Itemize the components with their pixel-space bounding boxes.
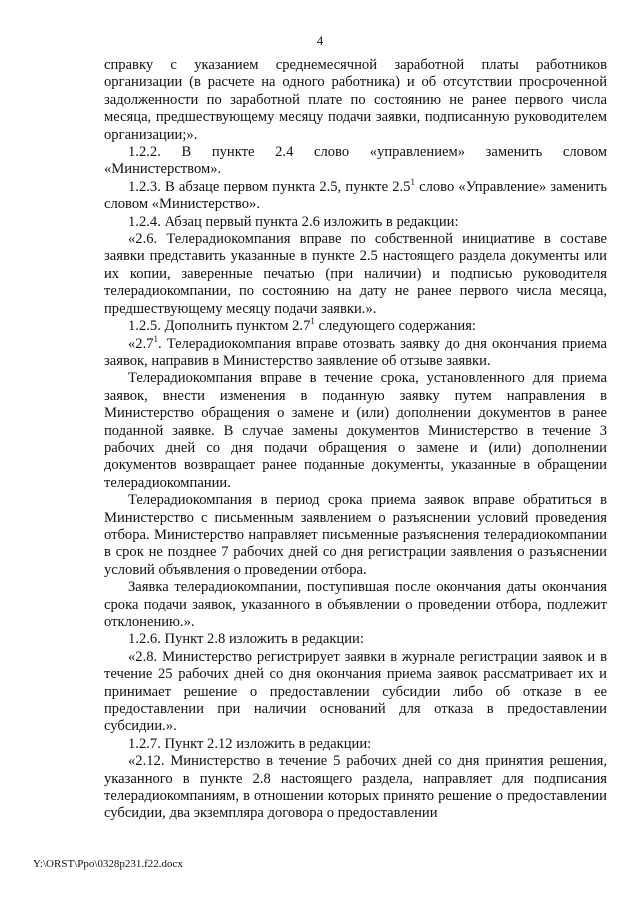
paragraph: 1.2.7. Пункт 2.12 изложить в редакции: [128, 735, 372, 752]
paragraph: «2.12. Министерство в течение 5 рабочих дней со дня принятия решения, указанного в пункте 2.8 настоящего раздела, направляет для подписания телерадиокомпаниям, в отношении которых принято решение о предоставлении субсидии, два экземпляра договора о предоставлении [104, 753, 607, 822]
paragraph: справку с указанием среднемесячной заработной платы работников организации (в расчете на одного работника) и об отсутствии просроченной задолженности по заработной плате по состоянию не ранее первого числа месяца, предшествующему месяцу подачи заявки, подписанную руководителем организации;». [104, 57, 607, 143]
paragraph: «2.6. Телерадиокомпания вправе по собственной инициативе в составе заявки представить указанные в пункте 2.5 настоящего раздела документы или их копии, заверенные печатью (при наличии) и подписью руководителя телерадиокомпании, по состоянию на дату не ранее первого числа месяца, предшествующему месяцу подачи заявки.». [104, 231, 607, 317]
paragraph: 1.2.2. В пункте 2.4 слово «управлением» заменить словом «Министерством». [104, 144, 607, 178]
paragraph: Заявка телерадиокомпании, поступившая после окончания даты окончания срока подачи заявок, указанного в объявлении о проведении отбора, подлежит отклонению.». [104, 579, 607, 630]
page-number: 4 [316, 33, 324, 48]
paragraph: 1.2.3. В абзаце первом пункта 2.5, пункте $2.5^1$ слово «Управление» заменить словом «Министерство». [104, 176, 607, 213]
superscript: 1 [153, 333, 159, 344]
paragraph: 1.2.4. Абзац первый пункта 2.6 изложить в редакции: [128, 213, 459, 230]
footer-file-path: Y:\ORST\Ppo\0328p231.f22.docx [33, 858, 183, 870]
paragraph: «2.8. Министерство регистрирует заявки в журнале регистрации заявок и в течение 25 рабочих дней со дня окончания приема заявок рассматривает их и принимает решение о предоставлении субсидии либо об отказе в ее предоставлении при наличии оснований для отказа в предоставлении субсидии.». [104, 648, 607, 735]
paragraph: «$2.7^1$. Телерадиокомпания вправе отозвать заявку до дня окончания приема заявок, направив в Министерство заявление об отзыве заявки. [104, 333, 607, 369]
superscript: 1 [410, 176, 415, 187]
paragraph: Телерадиокомпания в период срока приема заявок вправе обратиться в Министерство с письменным заявлением о разъяснении условий проведения отбора. Министерство направляет письменные разъяснения телерадиокомпании в срок не позднее 7 рабочих дней со дня регистрации заявления о разъяснении условий объявления о проведении отбора. [104, 492, 607, 578]
paragraph: 1.2.5. Дополнить пунктом $2.7^1$ следующего содержания: [128, 316, 476, 335]
superscript: 1 [310, 316, 315, 327]
paragraph: 1.2.6. Пункт 2.8 изложить в редакции: [128, 631, 364, 648]
paragraph: Телерадиокомпания вправе в течение срока, установленного для приема заявок, внести изменения в поданную заявку путем направления в Министерство обращения о замене и (или) дополнении документов в ранее поданной заявке. В случае замены документов Министерство в течение 3 рабочих дней со дня подачи обращения о замене и (или) дополнении документов возвращает ранее поданные документы, указанные в обращении телерадиокомпании. [104, 370, 607, 491]
document-body [104, 57, 607, 823]
